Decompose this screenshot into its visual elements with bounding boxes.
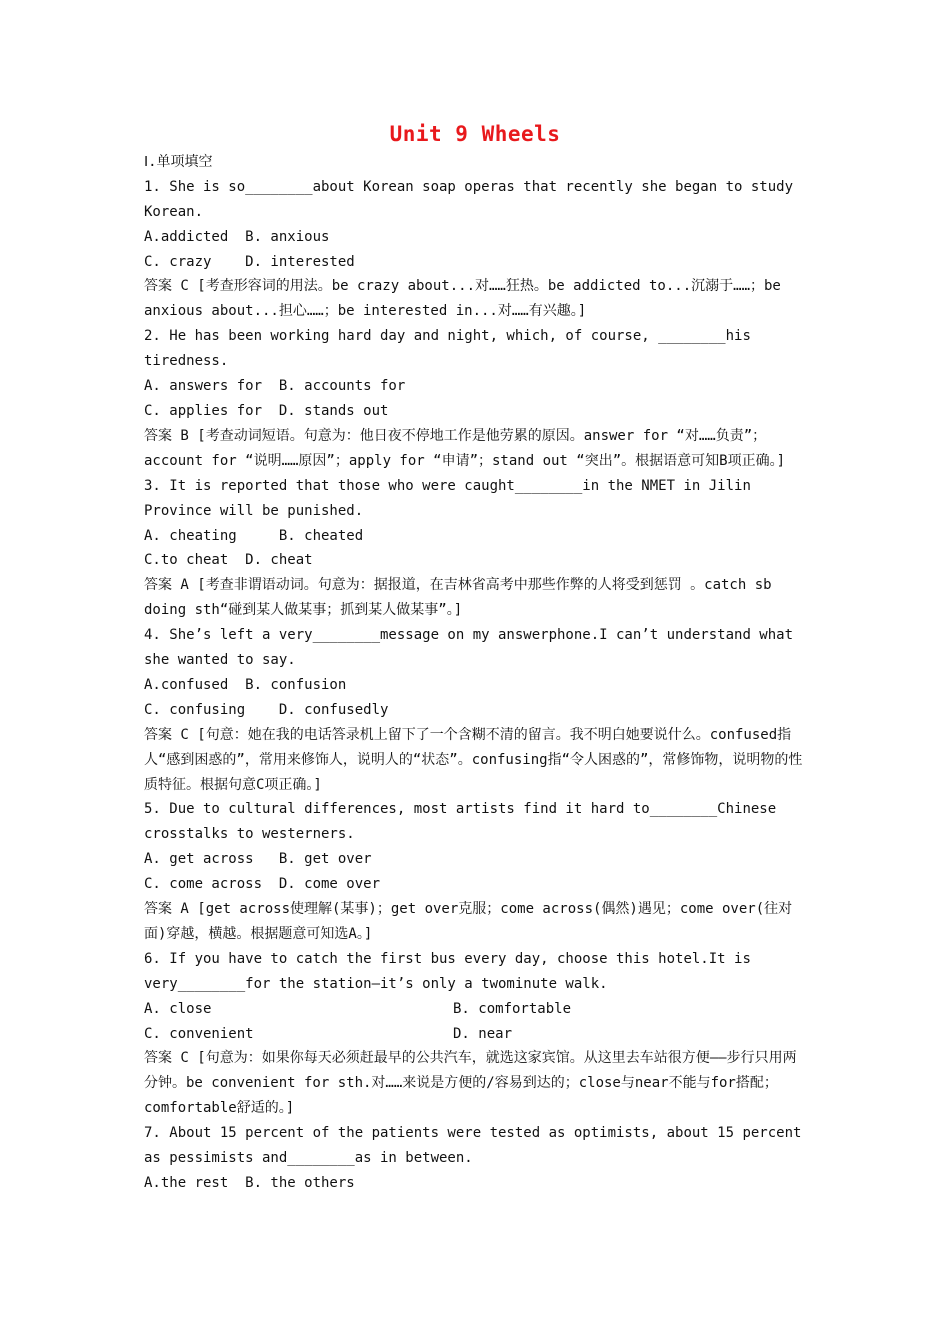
- question-2-stem: 2. He has been working hard day and night, which, of course, ________his tiredness.: [144, 328, 751, 370]
- question-7-options-row-1: A.the rest B. the others: [144, 1174, 355, 1191]
- question-6-answer: 答案 C [句意为：如果你每天必须赶最早的公共汽车，就选这家宾馆。从这里去车站很方便——步行只用两分钟。be convenient for sth.对……来说是方便的/容易到达的；close与near不能与for搭配；comfortable舒适的。]: [144, 1050, 797, 1117]
- question-6-options-row-2: [144, 1022, 808, 1047]
- question-5-answer: 答案 A [get across使理解(某事)；get over克服；come across(偶然)遇见；come over(往对面)穿越，横越。根据题意可知选A。]: [144, 901, 793, 942]
- question-1-options-row-1: A.addicted B. anxious: [144, 228, 330, 245]
- question-4-stem: 4. She’s left a very________message on my answerphone.I can’t understand what she wanted to say.: [144, 627, 794, 669]
- question-4-options-row-2: C. confusing D. confusedly: [144, 701, 389, 718]
- question-5-options-row-1: A. get across B. get over: [144, 851, 372, 868]
- question-3-options-row-2: C.to cheat D. cheat: [144, 552, 313, 569]
- section-header: Ⅰ.单项填空: [144, 154, 213, 170]
- document-title: Unit 9 Wheels: [389, 122, 561, 146]
- question-5-options-row-2: C. come across D. come over: [144, 876, 381, 893]
- question-4-answer: 答案 C [句意：她在我的电话答录机上留下了一个含糊不清的留言。我不明白她要说什么。confused指人“感到困惑的”，常用来修饰人，说明人的“状态”。confusing指“令人困惑的”，常修饰物，说明物的性质特征。根据句意C项正确。]: [144, 726, 803, 793]
- question-6-options-row-1: [144, 997, 808, 1022]
- question-1-answer: 答案 C [考查形容词的用法。be crazy about...对……狂热。be addicted to...沉溺于……；be anxious about...担心……；be interested in...对……有兴趣。]: [144, 278, 781, 320]
- question-2-options-row-1: A. answers for B. accounts for: [144, 378, 406, 395]
- question-6-option-a: A. close: [144, 1000, 212, 1017]
- question-5-stem: 5. Due to cultural differences, most artists find it hard to________Chinese crosstalks to westerners.: [144, 801, 777, 843]
- question-6-option-b: B. comfortable: [453, 1000, 572, 1017]
- question-6-stem: 6. If you have to catch the first bus every day, choose this hotel.It is very________for the station—it’s only a twominute walk.: [144, 950, 751, 992]
- question-1-options-row-2: C. crazy D. interested: [144, 253, 355, 270]
- question-7-stem: 7. About 15 percent of the patients were tested as optimists, about 15 percent as pessimists and________as in between.: [144, 1125, 802, 1167]
- question-3-stem: 3. It is reported that those who were caught________in the NMET in Jilin Province will be punished.: [144, 477, 751, 519]
- question-4-options-row-1: A.confused B. confusion: [144, 676, 347, 693]
- question-2-options-row-2: C. applies for D. stands out: [144, 403, 389, 419]
- question-1-stem: 1. She is so________about Korean soap operas that recently she began to study Korean.: [144, 178, 794, 220]
- document-body: [144, 150, 808, 1196]
- question-3-answer: 答案 A [考查非谓语动词。句意为：据报道，在吉林省高考中那些作弊的人将受到惩罚 。catch sb doing sth“碰到某人做某事；抓到某人做某事”。]: [144, 577, 772, 619]
- question-6-option-c: C. convenient: [144, 1025, 254, 1042]
- question-2-answer: 答案 B [考查动词短语。句意为：他日夜不停地工作是他劳累的原因。answer for “对……负责”；account for “说明……原因”；apply for “申请”；stand out “突出”。根据语意可知B项正确。]: [144, 427, 786, 469]
- question-3-options-row-1: A. cheating B. cheated: [144, 527, 364, 544]
- question-6-option-d: D. near: [453, 1025, 513, 1042]
